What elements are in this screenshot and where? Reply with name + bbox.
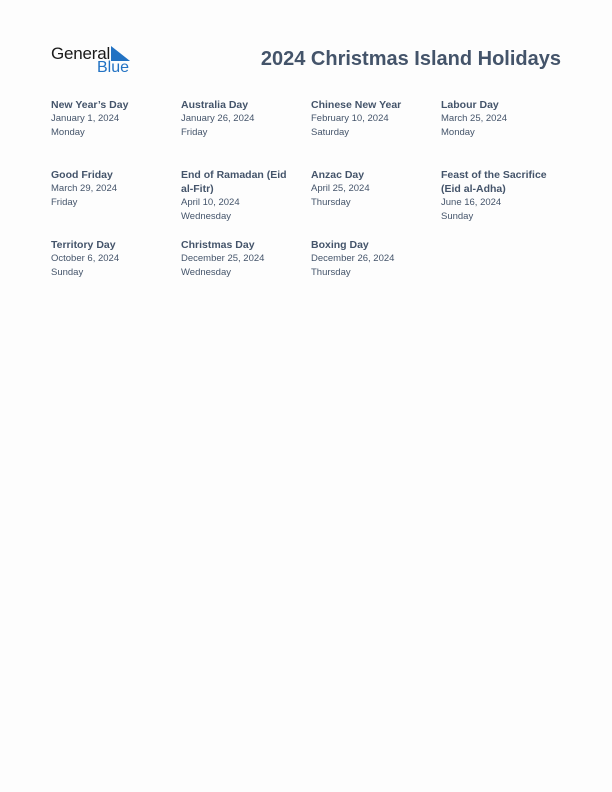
holiday-date: January 26, 2024 <box>181 113 255 124</box>
holiday-date: March 29, 2024 <box>51 183 118 194</box>
holiday-name: Territory Day <box>51 239 116 251</box>
holiday-date: April 25, 2024 <box>311 183 370 194</box>
holiday-date: December 26, 2024 <box>311 253 395 264</box>
holiday-weekday: Thursday <box>311 197 351 208</box>
holiday-weekday: Monday <box>51 127 85 138</box>
holiday-date: March 25, 2024 <box>441 113 508 124</box>
holiday-item <box>51 98 181 168</box>
holiday-weekday: Sunday <box>441 211 474 222</box>
holiday-weekday: Wednesday <box>181 267 231 278</box>
holiday-item <box>441 168 571 238</box>
holiday-item <box>311 168 441 238</box>
holiday-name: Australia Day <box>181 99 249 111</box>
holiday-name: Chinese New Year <box>311 99 402 111</box>
holiday-item <box>311 98 441 168</box>
page-title: 2024 Christmas Island Holidays <box>260 48 561 70</box>
holiday-date: October 6, 2024 <box>51 253 120 264</box>
holiday-item <box>441 98 571 168</box>
holiday-date: February 10, 2024 <box>311 113 389 124</box>
logo-text-blue: Blue <box>97 59 130 76</box>
holiday-date: June 16, 2024 <box>441 197 502 208</box>
holiday-item <box>311 238 441 308</box>
holiday-weekday: Sunday <box>51 267 84 278</box>
holiday-name: Labour Day <box>441 99 499 111</box>
holiday-name: New Year’s Day <box>51 99 129 111</box>
holiday-name: Good Friday <box>51 169 113 181</box>
holiday-grid <box>51 98 581 308</box>
logo <box>51 44 141 78</box>
holiday-item <box>181 168 311 238</box>
holiday-name: Boxing Day <box>311 239 369 251</box>
holiday-weekday: Thursday <box>311 267 351 278</box>
holiday-date: April 10, 2024 <box>181 197 240 208</box>
holiday-item <box>51 168 181 238</box>
holiday-name: End of Ramadan (Eid al-Fitr) <box>181 169 287 195</box>
holiday-weekday: Wednesday <box>181 211 231 222</box>
holiday-item <box>181 98 311 168</box>
holiday-date: January 1, 2024 <box>51 113 120 124</box>
holiday-name: Christmas Day <box>181 239 255 251</box>
holiday-item <box>181 238 311 308</box>
holiday-date: December 25, 2024 <box>181 253 265 264</box>
holiday-weekday: Friday <box>181 127 208 138</box>
logo-text-general: General <box>51 44 111 63</box>
holiday-weekday: Friday <box>51 197 78 208</box>
holiday-name: Feast of the Sacrifice (Eid al-Adha) <box>441 169 547 195</box>
holiday-weekday: Saturday <box>311 127 350 138</box>
holiday-weekday: Monday <box>441 127 475 138</box>
holiday-item <box>51 238 181 308</box>
holiday-name: Anzac Day <box>311 169 365 181</box>
